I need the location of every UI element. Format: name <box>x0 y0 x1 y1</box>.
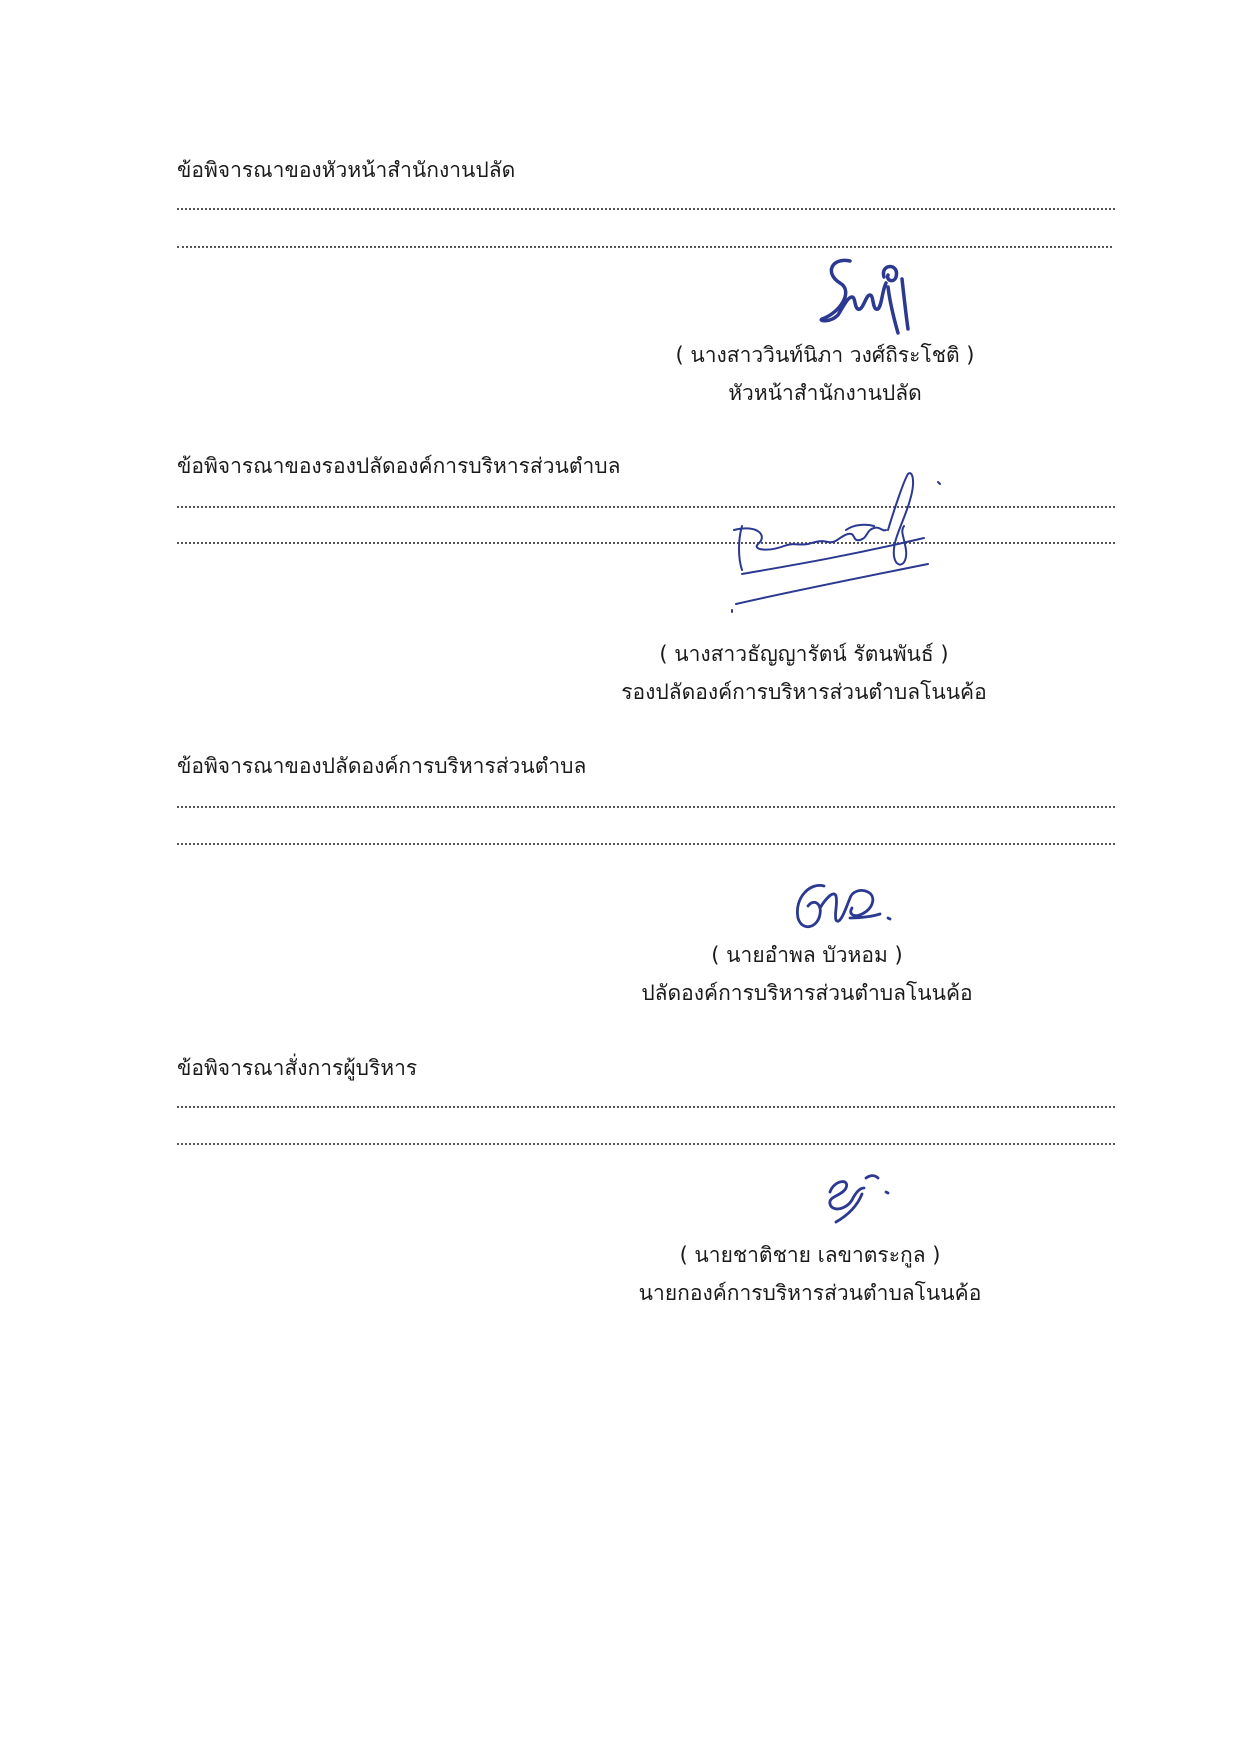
signer-block-chief-administrator <box>587 941 1027 1007</box>
comment-line-2 <box>177 542 1115 544</box>
signature-chief-administrator <box>790 878 900 933</box>
signer-name: ( นายอำพล บัวหอม ) <box>711 943 903 967</box>
signer-name: ( นางสาวธัญญารัตน์ รัตนพันธ์ ) <box>659 642 949 666</box>
signature-executive <box>820 1170 895 1225</box>
signature-head-of-office <box>810 253 920 338</box>
section-heading: ข้อพิจารณาของหัวหน้าสำนักงานปลัด <box>177 158 516 182</box>
signer-block-executive <box>590 1241 1030 1307</box>
comment-line-2 <box>177 246 1112 248</box>
signer-title: ปลัดองค์การบริหารส่วนตำบลโนนค้อ <box>641 981 973 1005</box>
signer-title: รองปลัดองค์การบริหารส่วนตำบลโนนค้อ <box>621 680 987 704</box>
signature-deputy-chief <box>728 470 948 615</box>
signer-name: ( นางสาววินท์นิภา วงศ์ถิระโชติ ) <box>675 343 975 367</box>
comment-line-1 <box>177 506 1115 508</box>
signer-title: นายกองค์การบริหารส่วนตำบลโนนค้อ <box>638 1281 982 1305</box>
signer-title: หัวหน้าสำนักงานปลัด <box>728 381 922 405</box>
section-heading: ข้อพิจารณาของปลัดองค์การบริหารส่วนตำบล <box>177 754 587 778</box>
section-deputy-chief <box>177 452 1115 480</box>
section-chief-administrator <box>177 752 1115 780</box>
section-heading: ข้อพิจารณาของรองปลัดองค์การบริหารส่วนตำบล <box>177 454 621 478</box>
comment-line-1 <box>177 806 1115 808</box>
section-head-of-office <box>177 156 1115 184</box>
comment-line-2 <box>177 1143 1115 1145</box>
comment-line-2 <box>177 843 1115 845</box>
signer-block-deputy-chief <box>584 640 1024 706</box>
comment-line-1 <box>177 1106 1115 1108</box>
comment-line-1 <box>177 208 1115 210</box>
signer-block-head-of-office <box>605 341 1045 407</box>
section-executive-order <box>177 1054 1115 1082</box>
signer-name: ( นายชาติชาย เลขาตระกูล ) <box>679 1243 941 1267</box>
section-heading: ข้อพิจารณาสั่งการผู้บริหาร <box>177 1056 418 1080</box>
